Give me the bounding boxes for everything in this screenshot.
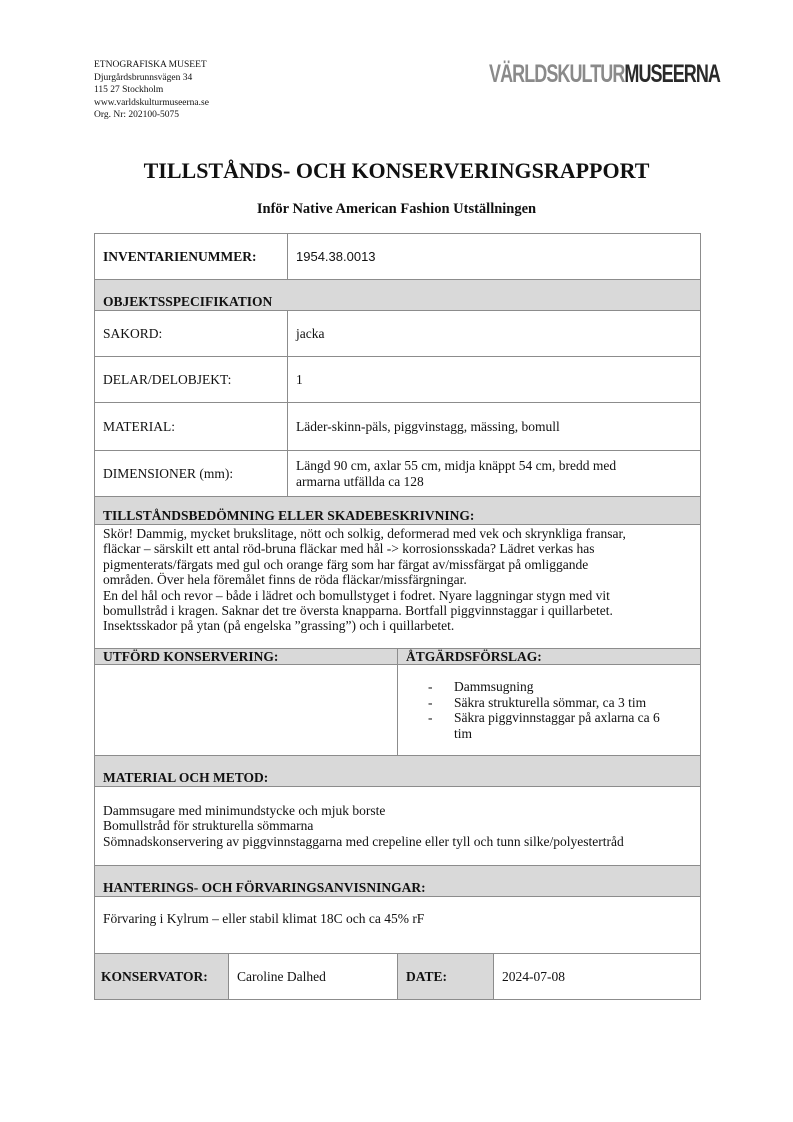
spec-label: DELAR/DELOBJEKT: xyxy=(95,357,288,403)
material-method-text xyxy=(95,787,701,866)
material-heading: MATERIAL OCH METOD: xyxy=(95,756,701,787)
report-title: TILLSTÅNDS- OCH KONSERVERINGSRAPPORT xyxy=(143,158,650,183)
condition-heading: TILLSTÅNDSBEDÖMNING ELLER SKADEBESKRIVNING: xyxy=(95,497,701,525)
museum-logo xyxy=(489,59,720,89)
conservation-header-row xyxy=(95,649,701,665)
condition-line: En del hål och revor – både i lädret och bomullstyget i fodret. Nyare laggningar stygn med vit xyxy=(103,587,610,603)
spec-row xyxy=(95,311,701,357)
material-row xyxy=(95,787,701,866)
proposal-heading: ÅTGÄRDSFÖRSLAG: xyxy=(398,649,701,665)
report-table xyxy=(94,233,701,1000)
condition-row xyxy=(95,525,701,649)
material-line: Dammsugare med minimundstycke och mjuk borste xyxy=(103,802,386,818)
spec-label: MATERIAL: xyxy=(95,403,288,451)
spec-row xyxy=(95,357,701,403)
spec-value xyxy=(288,451,701,497)
spec-label: DIMENSIONER (mm): xyxy=(95,451,288,497)
spec-value-line: armarna utfällda ca 128 xyxy=(296,473,424,489)
condition-header-row xyxy=(95,497,701,525)
address-line: Org. Nr: 202100-5075 xyxy=(94,110,180,120)
material-line: Sömnadskonservering av piggvinnstaggarna med crepeline eller tyll och tunn silke/polyestertråd xyxy=(103,833,624,849)
proposal-item: - Säkra piggvinnstaggar på axlarna ca 6 tim xyxy=(406,710,692,741)
condition-line: fläckar – särskilt ett antal röd-bruna fläckar med hål -> korrosionsskada? Lädret verkas has xyxy=(103,541,595,557)
object-spec-header-row xyxy=(95,280,701,311)
spec-row xyxy=(95,403,701,451)
signature-row xyxy=(95,954,701,1000)
inventory-value: 1954.38.0013 xyxy=(288,234,701,280)
condition-line: områden. Över hela föremålet finns de röda fläckar/missfärgningar. xyxy=(103,572,467,588)
conservator-name: Caroline Dalhed xyxy=(229,954,398,1000)
condition-line: Skör! Dammig, mycket brukslitage, nött och solkig, deformerad med vek och skrynkliga fransar, xyxy=(103,526,626,541)
done-heading: UTFÖRD KONSERVERING: xyxy=(95,649,398,665)
logo-part2: MUSEERNA xyxy=(624,60,720,88)
spec-value-line: Längd 90 cm, axlar 55 cm, midja knäppt 54 cm, bredd med xyxy=(296,457,617,473)
condition-description xyxy=(95,525,701,649)
condition-line: Insektsskador på ytan (på engelska ”grassing”) och i quillarbetet. xyxy=(103,618,455,634)
proposal-item: - Säkra strukturella sömmar, ca 3 tim xyxy=(406,695,692,711)
address-line: www.varldskulturmuseerna.se xyxy=(94,97,209,108)
inventory-label: INVENTARIENUMMER: xyxy=(95,234,288,280)
date-value: 2024-07-08 xyxy=(494,954,701,1000)
done-content xyxy=(95,665,398,756)
handling-row xyxy=(95,897,701,954)
spec-value: Läder-skinn-päls, piggvinstagg, mässing, bomull xyxy=(288,403,701,451)
spec-label: SAKORD: xyxy=(95,311,288,357)
material-header-row xyxy=(95,756,701,787)
inventory-row xyxy=(95,234,701,280)
conservation-row xyxy=(95,665,701,756)
spec-value: 1 xyxy=(288,357,701,403)
conservator-label: KONSERVATOR: xyxy=(95,954,229,1000)
logo-part1: VÄRLDSKULTUR xyxy=(489,60,625,88)
handling-text: Förvaring i Kylrum – eller stabil klimat 18C och ca 45% rF xyxy=(95,897,701,954)
spec-row xyxy=(95,451,701,497)
address-line: Djurgårdsbrunnsvägen 34 xyxy=(94,72,193,83)
spec-value: jacka xyxy=(288,311,701,357)
condition-line: bomullstråd i kragen. Saknar det tre översta knapparna. Bortfall piggvinnstaggar i quillarbetet. xyxy=(103,603,613,619)
report-subtitle: Inför Native American Fashion Utställningen xyxy=(256,201,537,217)
address-line: ETNOGRAFISKA MUSEET xyxy=(94,60,207,70)
museum-address xyxy=(94,59,209,122)
proposal-item: - Dammsugning xyxy=(406,679,692,695)
condition-line: pigmenterats/färgats med gul och orange färg som har färgat av/missfärgat på omliggande xyxy=(103,556,589,572)
handling-header-row xyxy=(95,866,701,897)
proposal-list xyxy=(398,665,701,756)
object-spec-heading: OBJEKTSSPECIFIKATION xyxy=(95,280,701,311)
date-label: DATE: xyxy=(398,954,494,1000)
material-line: Bomullstråd för strukturella sömmarna xyxy=(103,818,314,834)
address-line: 115 27 Stockholm xyxy=(94,85,164,95)
handling-heading: HANTERINGS- OCH FÖRVARINGSANVISNINGAR: xyxy=(95,866,701,897)
